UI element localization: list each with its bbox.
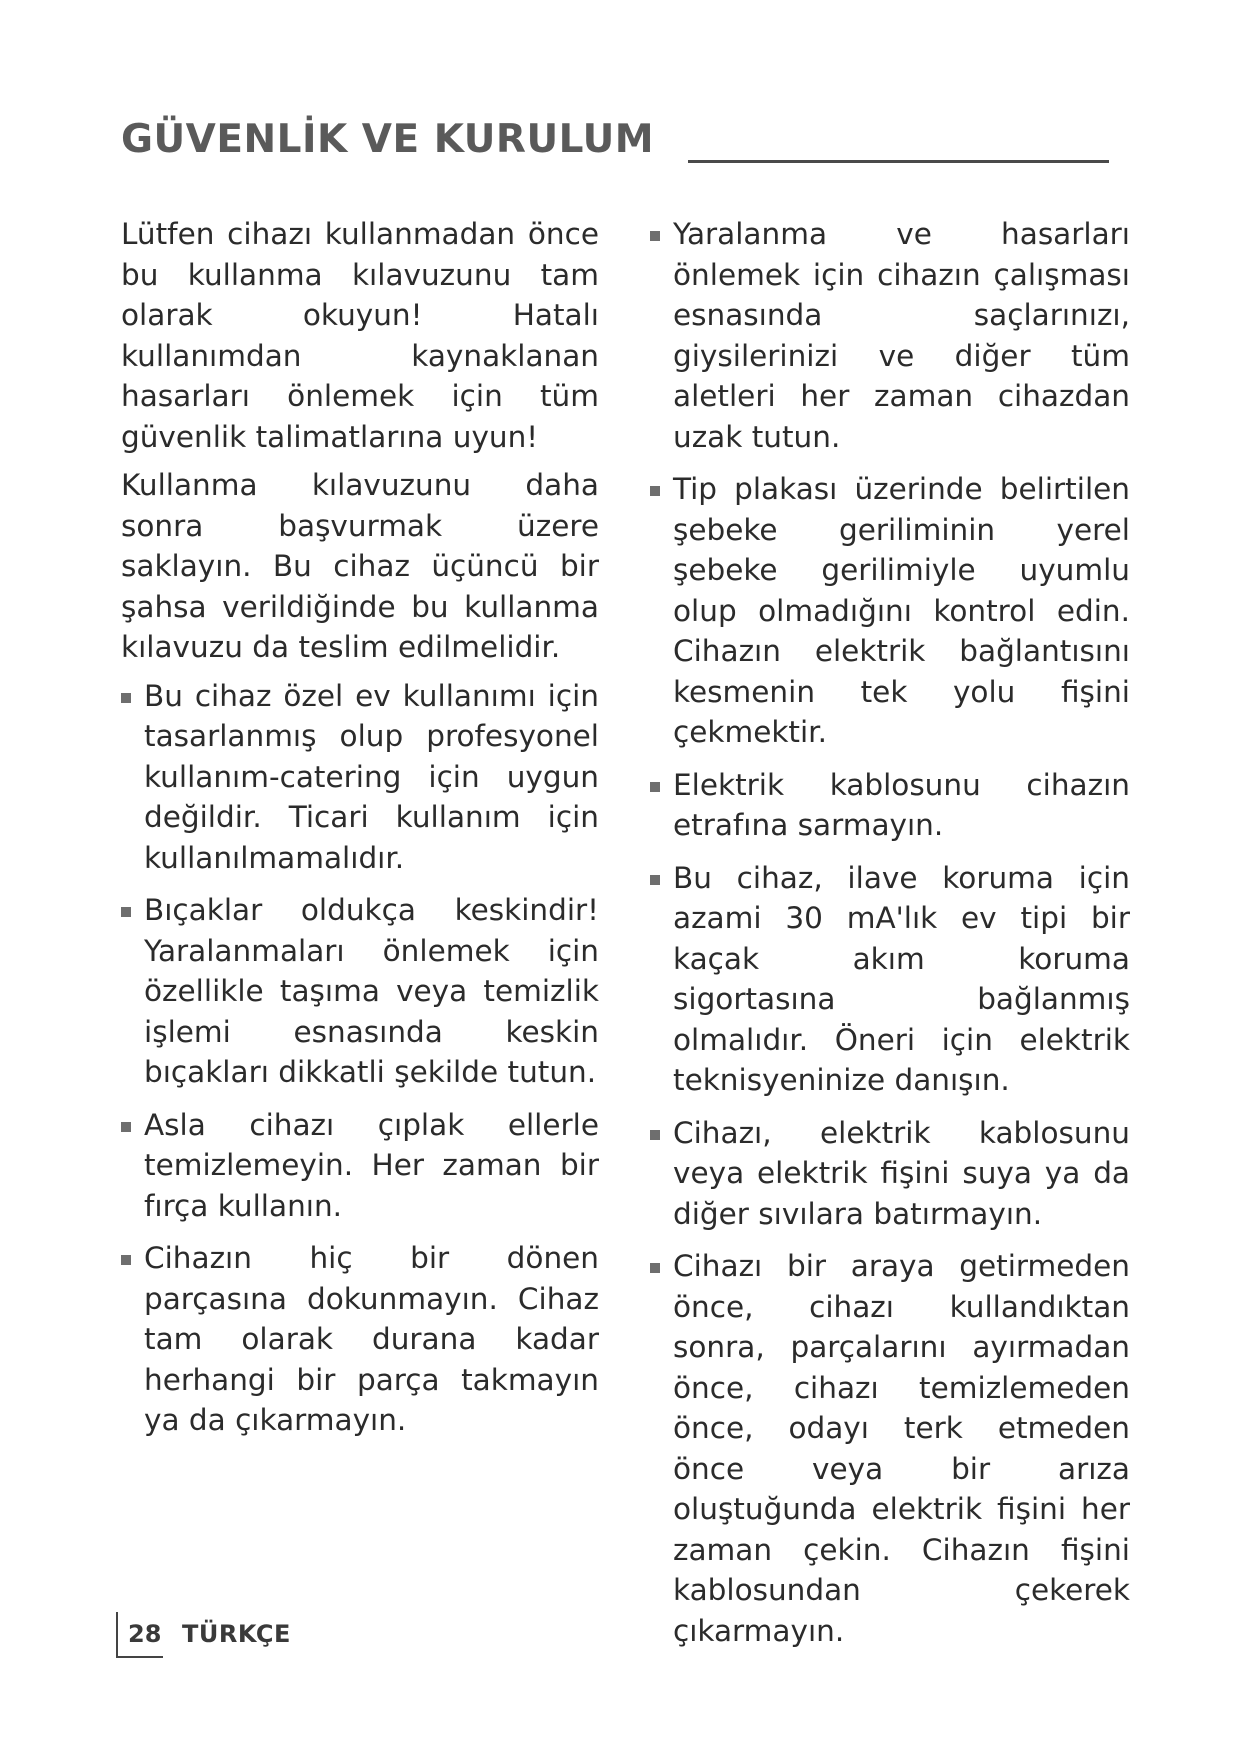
list-item (650, 1113, 1130, 1235)
list-item (121, 1105, 599, 1227)
list-item-text: Yaralanma ve hasarları önlemek için cihazın çalışması esnasında saçlarınızı, giysilerinizi ve diğer tüm aletleri her zaman cihazdan uzak tutun. (673, 217, 1130, 454)
list-item-text: Asla cihazı çıplak ellerle temizlemeyin. Her zaman bir fırça kullanın. (144, 1107, 599, 1223)
list-item-text: Cihazı bir araya getirmeden önce, cihazı kullandıktan sonra, parçalarını ayırmadan önce, cihazı temizlemeden önce, odayı terk etmeden önce veya bir arıza oluştuğunda elektrik fişini her zaman çekin. Cihazın fişini kablosundan çekerek çıkarmayın. (673, 1249, 1130, 1648)
page-number: 28 (128, 1620, 162, 1648)
square-bullet-icon (121, 907, 131, 917)
right-column (650, 214, 1130, 1663)
list-item (650, 1246, 1130, 1651)
square-bullet-icon (650, 486, 660, 496)
list-item-text: Cihazı, elektrik kablosunu veya elektrik fişini suya ya da diğer sıvılara batırmayın. (673, 1115, 1130, 1231)
list-item-text: Bu cihaz özel ev kullanımı için tasarlanmış olup profesyonel kullanım-catering için uygun değildir. Ticari kullanım için kullanılmamalıdır. (144, 678, 599, 875)
title-rule (688, 160, 1109, 163)
square-bullet-icon (650, 782, 660, 792)
footer-bracket-vertical (116, 1612, 118, 1658)
square-bullet-icon (650, 1263, 660, 1273)
list-item (650, 214, 1130, 457)
square-bullet-icon (650, 1130, 660, 1140)
list-item (650, 858, 1130, 1101)
intro-paragraph: Lütfen cihazı kullanmadan önce bu kullanma kılavuzunu tam olarak okuyun! Hatalı kullanımdan kaynaklanan hasarları önlemek için tüm güvenlik talimatlarına uyun! (121, 217, 599, 454)
page-header (121, 112, 1111, 168)
page-title: GÜVENLİK VE KURULUM (121, 117, 655, 162)
square-bullet-icon (121, 1122, 131, 1132)
list-item-text: Bıçaklar oldukça keskindir! Yaralanmaları önlemek için özellikle taşıma veya temizlik işlemi esnasında keskin bıçakları dikkatli şekilde tutun. (144, 893, 599, 1089)
safety-list (650, 214, 1130, 1651)
list-item (121, 890, 599, 1093)
intro-paragraph: Kullanma kılavuzunu daha sonra başvurmak üzere saklayın. Bu cihaz üçüncü bir şahsa verildiğinde bu kullanma kılavuzu da teslim edilmelidir. (121, 468, 599, 664)
list-item-text: Cihazın hiç bir dönen parçasına dokunmayın. Cihaz tam olarak durana kadar herhangi bir parça takmayın ya da çıkarmayın. (144, 1241, 599, 1437)
list-item-text: Bu cihaz, ilave koruma için azami 30 mA'lık ev tipi bir kaçak akım koruma sigortasına bağlanmış olmalıdır. Öneri için elektrik teknisyeninize danışın. (673, 860, 1130, 1097)
list-item (650, 765, 1130, 846)
footer-bracket-underline (116, 1656, 163, 1658)
page-footer (116, 1612, 416, 1658)
square-bullet-icon (650, 231, 660, 241)
list-item (121, 1238, 599, 1441)
list-item (650, 469, 1130, 753)
left-column (121, 214, 599, 1453)
list-item-text: Elektrik kablosunu cihazın etrafına sarmayın. (673, 767, 1130, 842)
safety-list (121, 676, 599, 1441)
square-bullet-icon (121, 1255, 131, 1265)
footer-language: TÜRKÇE (182, 1620, 291, 1648)
list-item (121, 676, 599, 879)
list-item-text: Tip plakası üzerinde belirtilen şebeke geriliminin yerel şebeke gerilimiyle uyumlu olup olmadığını kontrol edin. Cihazın elektrik bağlantısını kesmenin tek yolu fişini çekmektir. (673, 472, 1130, 749)
square-bullet-icon (650, 875, 660, 885)
square-bullet-icon (121, 693, 131, 703)
